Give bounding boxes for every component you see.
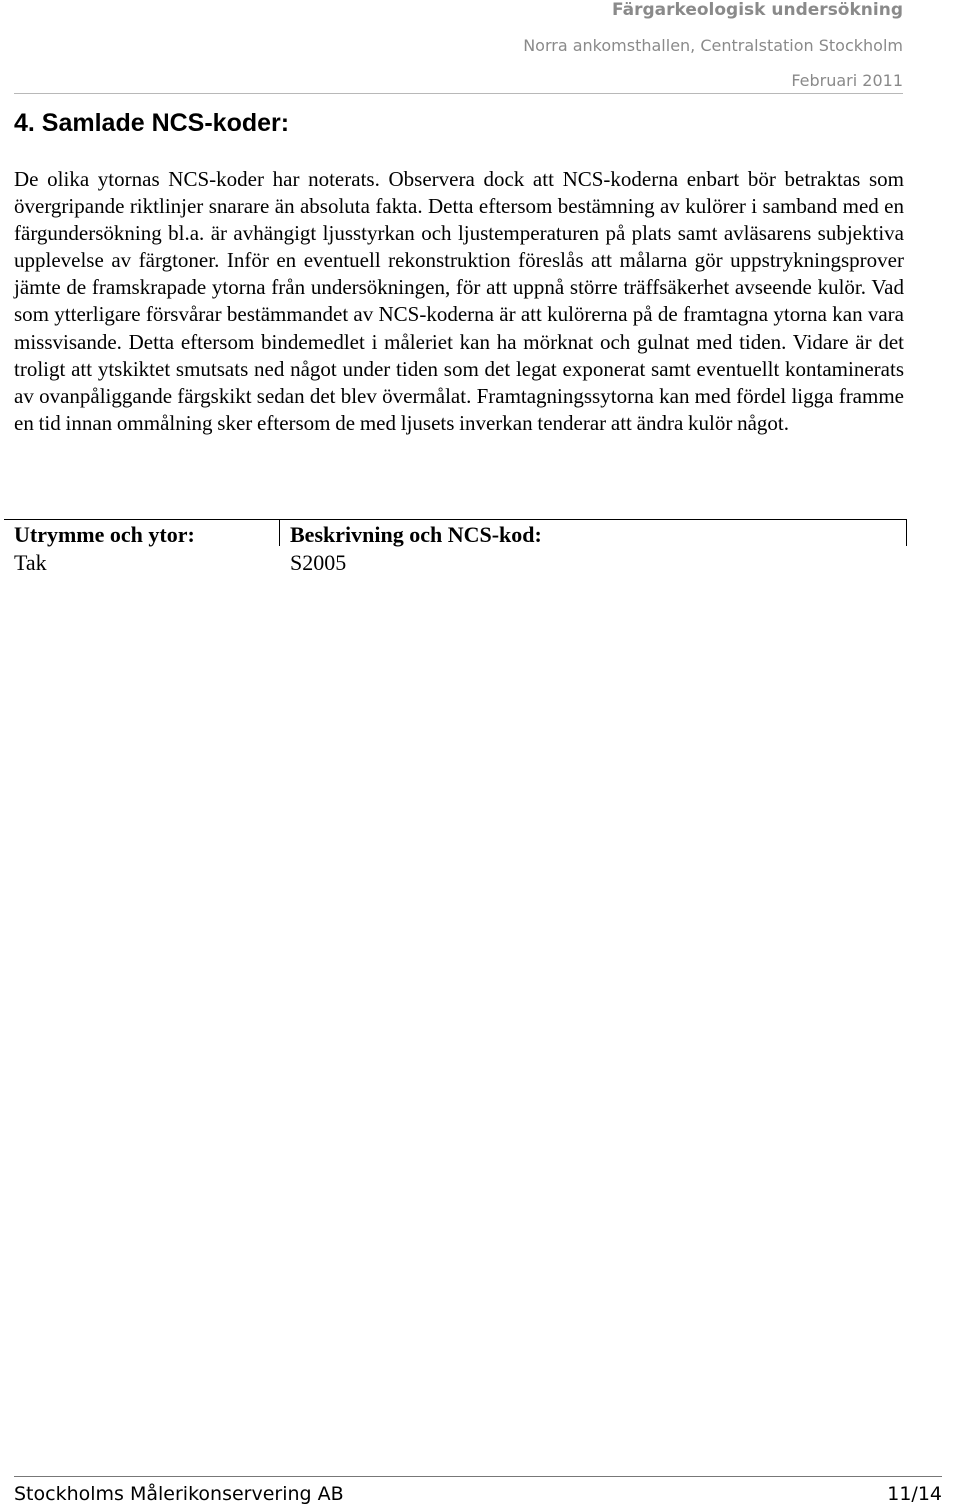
- table-column-divider: [279, 519, 280, 546]
- table-cell-ncs-code: S2005: [290, 550, 347, 575]
- header-location: Norra ankomsthallen, Centralstation Stockholm: [523, 36, 903, 55]
- footer-page-number: 11/14: [887, 1483, 942, 1505]
- footer-divider: [14, 1476, 942, 1477]
- table-cell-space: Tak: [14, 550, 47, 575]
- header-date: Februari 2011: [791, 71, 903, 90]
- table-header-description: Beskrivning och NCS-kod:: [290, 522, 542, 547]
- table-right-border: [906, 519, 907, 546]
- table-header-space: Utrymme och ytor:: [14, 522, 195, 547]
- header-divider: [14, 93, 903, 94]
- table-top-border: [4, 519, 907, 520]
- section-heading: 4. Samlade NCS-koder:: [14, 109, 290, 137]
- header-title: Färgarkeologisk undersökning: [612, 0, 903, 20]
- footer-company: Stockholms Målerikonservering AB: [14, 1483, 344, 1505]
- body-paragraph: De olika ytornas NCS-koder har noterats. Observera dock att NCS-koderna enbart bör betraktas som övergripande riktlinjer snarare än absoluta fakta. Detta eftersom bestämning av kulörer i samband med en färgundersökning bl.a. är avhängigt ljusstyrkan och ljustemperaturen på plats samt avläsarens subjektiva upplevelse av färgtoner. Inför en eventuell rekonstruktion föreslås att målarna gör uppstrykningsprover jämte de framskrapade ytorna från undersökningen, för att uppnå större träffsäkerhet avseende kulör. Vad som ytterligare försvårar bestämmandet av NCS-koderna är att kulörerna på de framtagna ytorna kan vara missvisande. Detta eftersom bindemedlet i måleriet kan ha mörknat och gulnat med tiden. Vidare är det troligt att ytskiktet smutsats ned något under tiden som det legat exponerat samt eventuellt kontaminerats av ovanpåliggande färgskikt sedan det blev övermålat. Framtagningssytorna kan med fördel ligga framme en tid innan ommålning sker eftersom de med ljusets inverkan tenderar att ändra kulör något.: [14, 167, 904, 435]
